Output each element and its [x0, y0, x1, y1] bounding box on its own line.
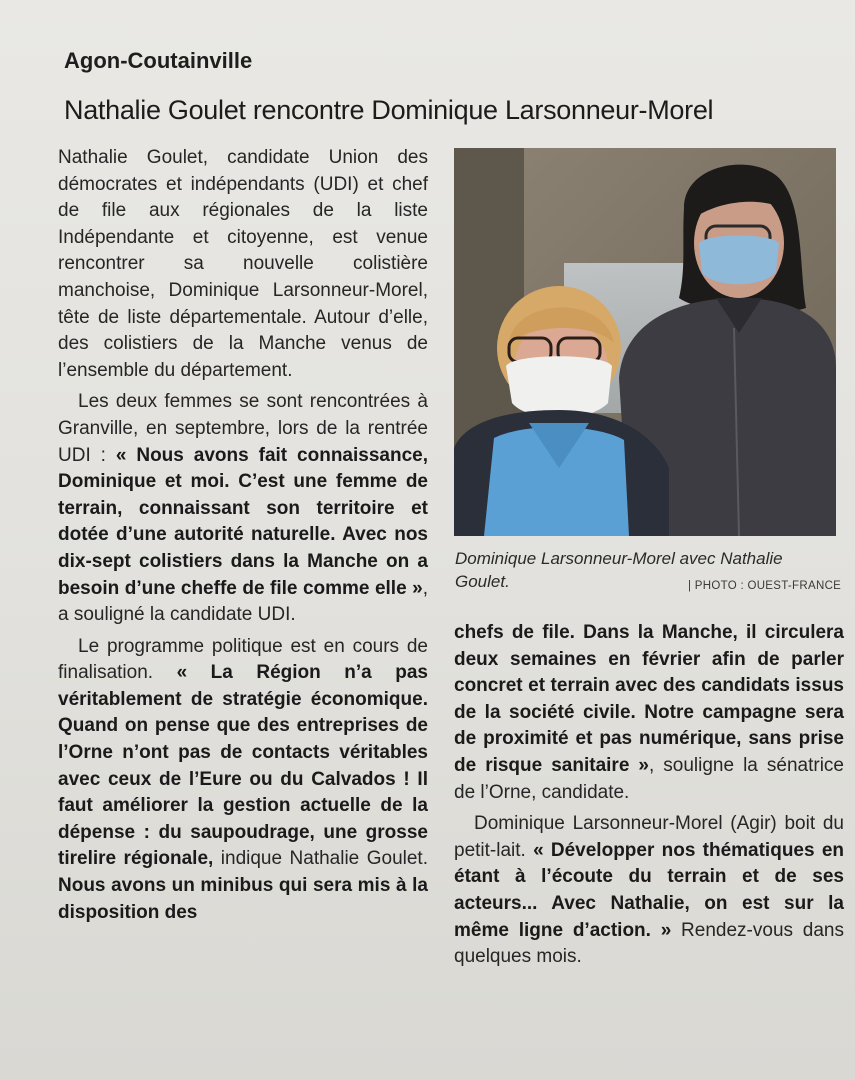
article-locality: Agon-Coutainville [64, 48, 253, 73]
photo-credit: | PHOTO : OUEST-FRANCE [688, 580, 842, 592]
paragraph-quote: chefs de file. Dans la Manche, il circulera deux semaines en février afin de parler concret et terrain avec des candidats issus de la société civile. Notre campagne sera de proximité et pas numérique, sans prise de risque sanitaire » [454, 622, 844, 776]
paragraph-segment: indique Nathalie Goulet. [213, 848, 428, 870]
article-column-left [58, 145, 428, 926]
article-column-right [454, 620, 844, 971]
paragraph-segment: Rendez-vous dans quelques mois. [454, 919, 844, 968]
paragraph-segment: , a souligné la candidate UDI. [58, 577, 428, 626]
article-photo [454, 148, 836, 536]
article-paragraph-1 [58, 145, 428, 384]
paragraph-segment: , souligne la sénatrice de l’Orne, candidate. [454, 754, 844, 803]
paragraph-segment: Dominique Larsonneur-Morel (Agir) boit du petit-lait. [454, 813, 844, 861]
article-paragraph-4 [454, 620, 844, 806]
paragraph-quote: « Développer nos thématiques en étant à l’écoute du terrain et de ses acteurs... Avec Nathalie, on est sur la même ligne d’action. » [454, 839, 844, 941]
paragraph-segment: Le programme politique est en cours de finalisation. [58, 635, 428, 684]
paragraph-quote: « La Région n’a pas véritablement de stratégie économique. Quand on pense que des entreprises de l’Orne n’ont pas de contacts véritables avec ceux de l’Eure ou du Calvados ! Il faut améliorer la gestion actuelle de la dépense : du saupoudrage, une grosse tirelire régionale, [58, 662, 428, 870]
paragraph-quote: « Nous avons fait connaissance, Dominique et moi. C’est une femme de terrain, connaissant son territoire et dotée d’une autorité naturelle. Avec nos dix-sept colistiers dans la Manche on a besoin d’une cheffe de file comme elle » [58, 444, 428, 599]
article-paragraph-2 [58, 389, 428, 628]
article-headline: Nathalie Goulet rencontre Dominique Larsonneur-Morel [64, 95, 714, 125]
article-paragraph-3 [58, 634, 428, 927]
photo-two-women-masks-icon [454, 148, 836, 536]
article-paragraph-5 [454, 811, 844, 971]
paragraph-segment: Nathalie Goulet, candidate Union des démocrates et indépendants (UDI) et chef de file aux régionales de la liste Indépendante et citoyenne, est venue rencontrer sa nouvelle colistière manchoise, Dominique Larsonneur-Morel, tête de liste départementale. Autour d’elle, des colistiers de la Manche venus de l’ensemble du département. [58, 147, 428, 381]
paragraph-quote: Nous avons un minibus qui sera mis à la disposition des [58, 875, 428, 923]
photo-caption: Dominique Larsonneur-Morel avec Nathalie Goulet. [455, 549, 783, 591]
paragraph-segment: Les deux femmes se sont rencontrées à Granville, en septembre, lors de la rentrée UDI : [58, 391, 428, 466]
